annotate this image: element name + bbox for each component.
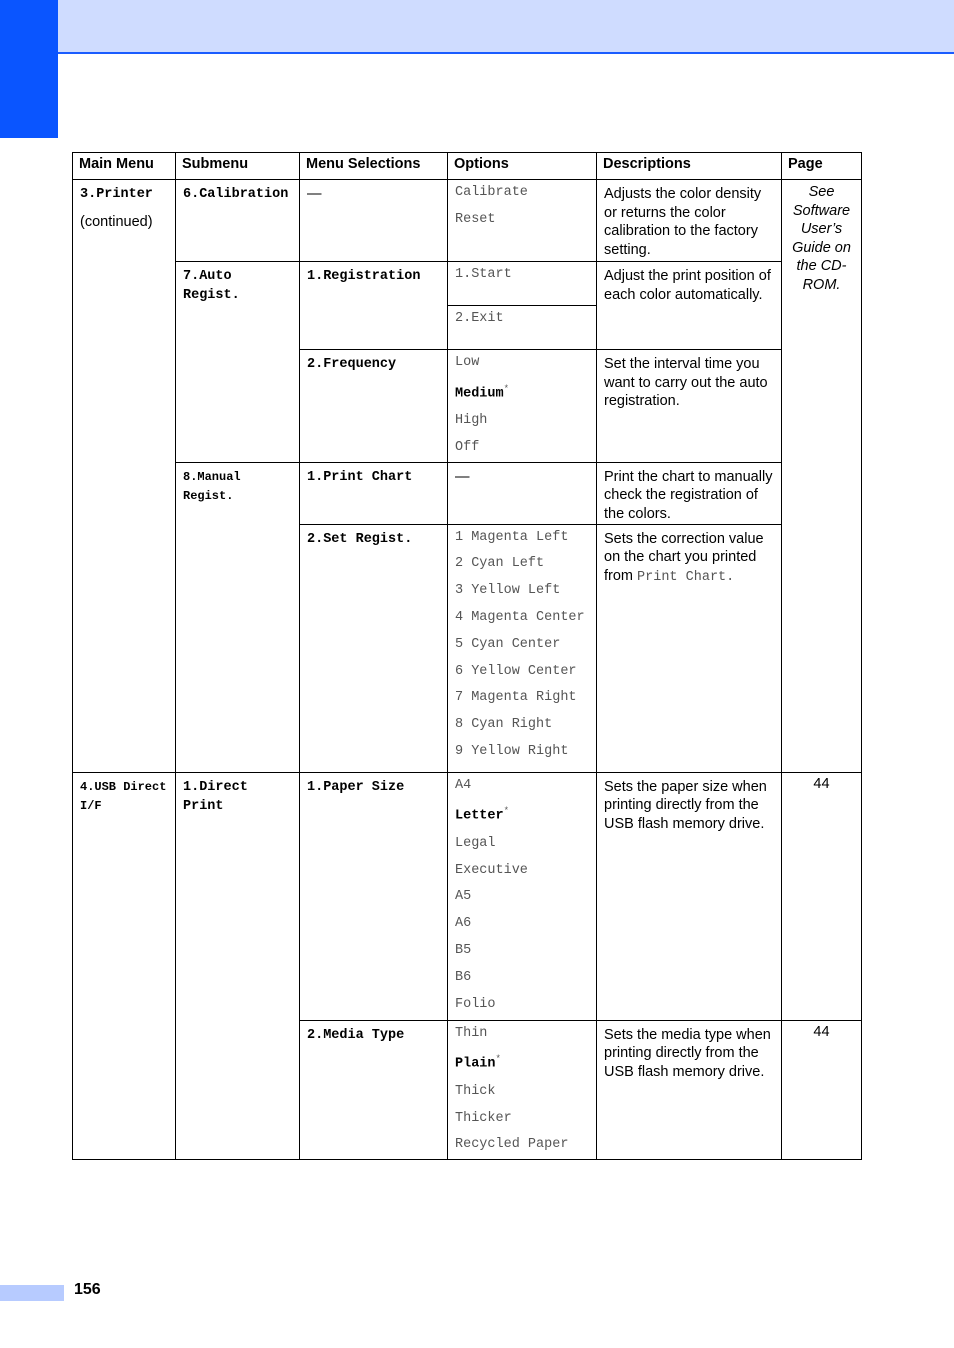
option-cyan-left: 2 Cyan Left — [455, 556, 545, 572]
description-frequency-cell — [597, 350, 782, 463]
selection-print-chart-cell — [300, 462, 448, 524]
main-menu-usb-cell — [73, 772, 176, 1159]
table-row — [73, 262, 862, 306]
selection-frequency-cell — [300, 350, 448, 463]
option-off: Off — [455, 439, 480, 455]
options-paper-size-cell — [448, 772, 597, 1020]
description-print-chart: Print the chart to manually check the registration of the colors. — [604, 468, 773, 522]
default-marker: * — [495, 1054, 501, 1065]
option-magenta-right: 7 Magenta Right — [455, 690, 577, 706]
submenu-auto-regist-cell — [176, 262, 300, 463]
description-registration-cell — [597, 262, 782, 350]
selection-media-type-cell — [300, 1020, 448, 1159]
option-thicker: Thicker — [455, 1110, 512, 1126]
page-number: 156 — [74, 1281, 101, 1298]
option-b5: B5 — [455, 942, 472, 958]
main-menu-printer-cell — [73, 180, 176, 773]
option-plain-default — [448, 1046, 596, 1078]
option-start: 1.Start — [455, 267, 512, 282]
option-medium-default — [448, 376, 596, 408]
default-marker: * — [503, 806, 510, 817]
footer-tab — [0, 1285, 64, 1301]
options-calibration-cell — [448, 180, 597, 262]
option-executive: Executive — [455, 862, 528, 878]
description-set-regist-code: Print Chart. — [637, 569, 735, 585]
option-letter-default — [448, 798, 596, 830]
option-folio: Folio — [455, 996, 496, 1012]
description-media-type: Sets the media type when printing directly from the USB flash memory drive. — [604, 1026, 771, 1080]
page-see-guide-cell — [782, 180, 862, 773]
selection-set-regist: 2.Set Regist. — [307, 531, 413, 547]
continued-note: (continued) — [80, 214, 153, 230]
main-menu-usb-direct: 4.USB Direct I/F — [80, 779, 167, 813]
submenu-auto-regist: 7.Auto Regist. — [183, 269, 240, 303]
option-medium: Medium — [455, 386, 504, 402]
description-set-regist-cell — [597, 524, 782, 772]
table-row — [73, 462, 862, 524]
table-header-row — [73, 153, 862, 180]
option-cyan-center: 5 Cyan Center — [455, 636, 561, 652]
selection-print-chart: 1.Print Chart — [307, 469, 413, 485]
option-b6: B6 — [455, 969, 472, 985]
selection-registration: 1.Registration — [307, 269, 421, 284]
page-paper-size: 44 — [813, 775, 830, 792]
description-paper-size-cell — [597, 772, 782, 1020]
option-yellow-right: 9 Yellow Right — [455, 744, 569, 760]
option-reset: Reset — [455, 211, 496, 227]
option-thin: Thin — [455, 1025, 488, 1041]
header-main-menu: Main Menu — [73, 153, 176, 180]
selection-registration-cell — [300, 262, 448, 350]
submenu-manual-regist-cell — [176, 462, 300, 772]
submenu-calibration-cell — [176, 180, 300, 262]
header-options: Options — [448, 153, 597, 180]
option-print-chart-cell — [448, 462, 597, 524]
options-media-type-cell — [448, 1020, 597, 1159]
table-row — [73, 180, 862, 262]
description-calibration-cell — [597, 180, 782, 262]
description-print-chart-cell — [597, 462, 782, 524]
option-low: Low — [455, 355, 480, 370]
selection-paper-size: 1.Paper Size — [307, 779, 405, 795]
submenu-manual-regist: 8.Manual Regist. — [183, 469, 241, 503]
option-magenta-center: 4 Magenta Center — [455, 610, 585, 626]
option-yellow-center: 6 Yellow Center — [455, 663, 577, 679]
description-calibration: Adjusts the color density or returns the color calibration to the factory setting. — [604, 186, 762, 258]
description-paper-size: Sets the paper size when printing directly from the USB flash memory drive. — [604, 778, 767, 832]
header-menu-selections: Menu Selections — [300, 153, 448, 180]
selection-set-regist-cell — [300, 524, 448, 772]
table-row — [73, 772, 862, 1020]
page-media-type-cell — [782, 1020, 862, 1159]
option-thick: Thick — [455, 1083, 496, 1099]
chapter-tab — [0, 0, 58, 138]
header-band — [0, 0, 954, 54]
option-calibrate: Calibrate — [455, 185, 528, 200]
description-registration: Adjust the print position of each color automatically. — [604, 268, 771, 303]
option-start-cell — [448, 262, 597, 306]
selection-frequency: 2.Frequency — [307, 357, 397, 372]
option-yellow-left: 3 Yellow Left — [455, 583, 561, 599]
main-menu-printer: 3.Printer — [80, 187, 153, 202]
selection-media-type: 2.Media Type — [307, 1027, 405, 1043]
option-exit-cell — [448, 306, 597, 350]
submenu-calibration: 6.Calibration — [183, 187, 289, 202]
description-media-type-cell — [597, 1020, 782, 1159]
submenu-direct-print-cell — [176, 772, 300, 1159]
description-set-regist — [597, 525, 781, 588]
option-recycled-paper: Recycled Paper — [455, 1137, 569, 1153]
menu-table — [72, 152, 862, 1160]
option-dash: — — [455, 468, 470, 485]
option-a5: A5 — [455, 889, 472, 905]
description-frequency: Set the interval time you want to carry out the auto registration. — [604, 356, 768, 409]
selection-dash: — — [307, 186, 322, 202]
option-letter: Letter — [455, 808, 504, 824]
header-submenu: Submenu — [176, 153, 300, 180]
header-descriptions: Descriptions — [597, 153, 782, 180]
option-cyan-right: 8 Cyan Right — [455, 717, 553, 733]
header-page: Page — [782, 153, 862, 180]
option-exit: 2.Exit — [455, 311, 504, 326]
option-a6: A6 — [455, 916, 472, 932]
default-marker: * — [503, 383, 510, 394]
option-plain: Plain — [455, 1056, 496, 1072]
options-frequency-cell — [448, 350, 597, 463]
options-set-regist-cell — [448, 524, 597, 772]
see-guide-note: See Software User’s Guide on the CD-ROM. — [792, 184, 851, 293]
option-magenta-left: 1 Magenta Left — [455, 529, 569, 545]
page-paper-size-cell — [782, 772, 862, 1020]
option-legal: Legal — [455, 835, 496, 851]
selection-paper-size-cell — [300, 772, 448, 1020]
submenu-direct-print: 1.Direct Print — [183, 779, 248, 814]
option-high: High — [455, 413, 488, 429]
selection-calibration-cell — [300, 180, 448, 262]
page-media-type: 44 — [813, 1023, 830, 1040]
description-set-regist-text: Sets the correction value on the chart you printed from — [604, 530, 764, 584]
option-a4: A4 — [455, 777, 472, 793]
